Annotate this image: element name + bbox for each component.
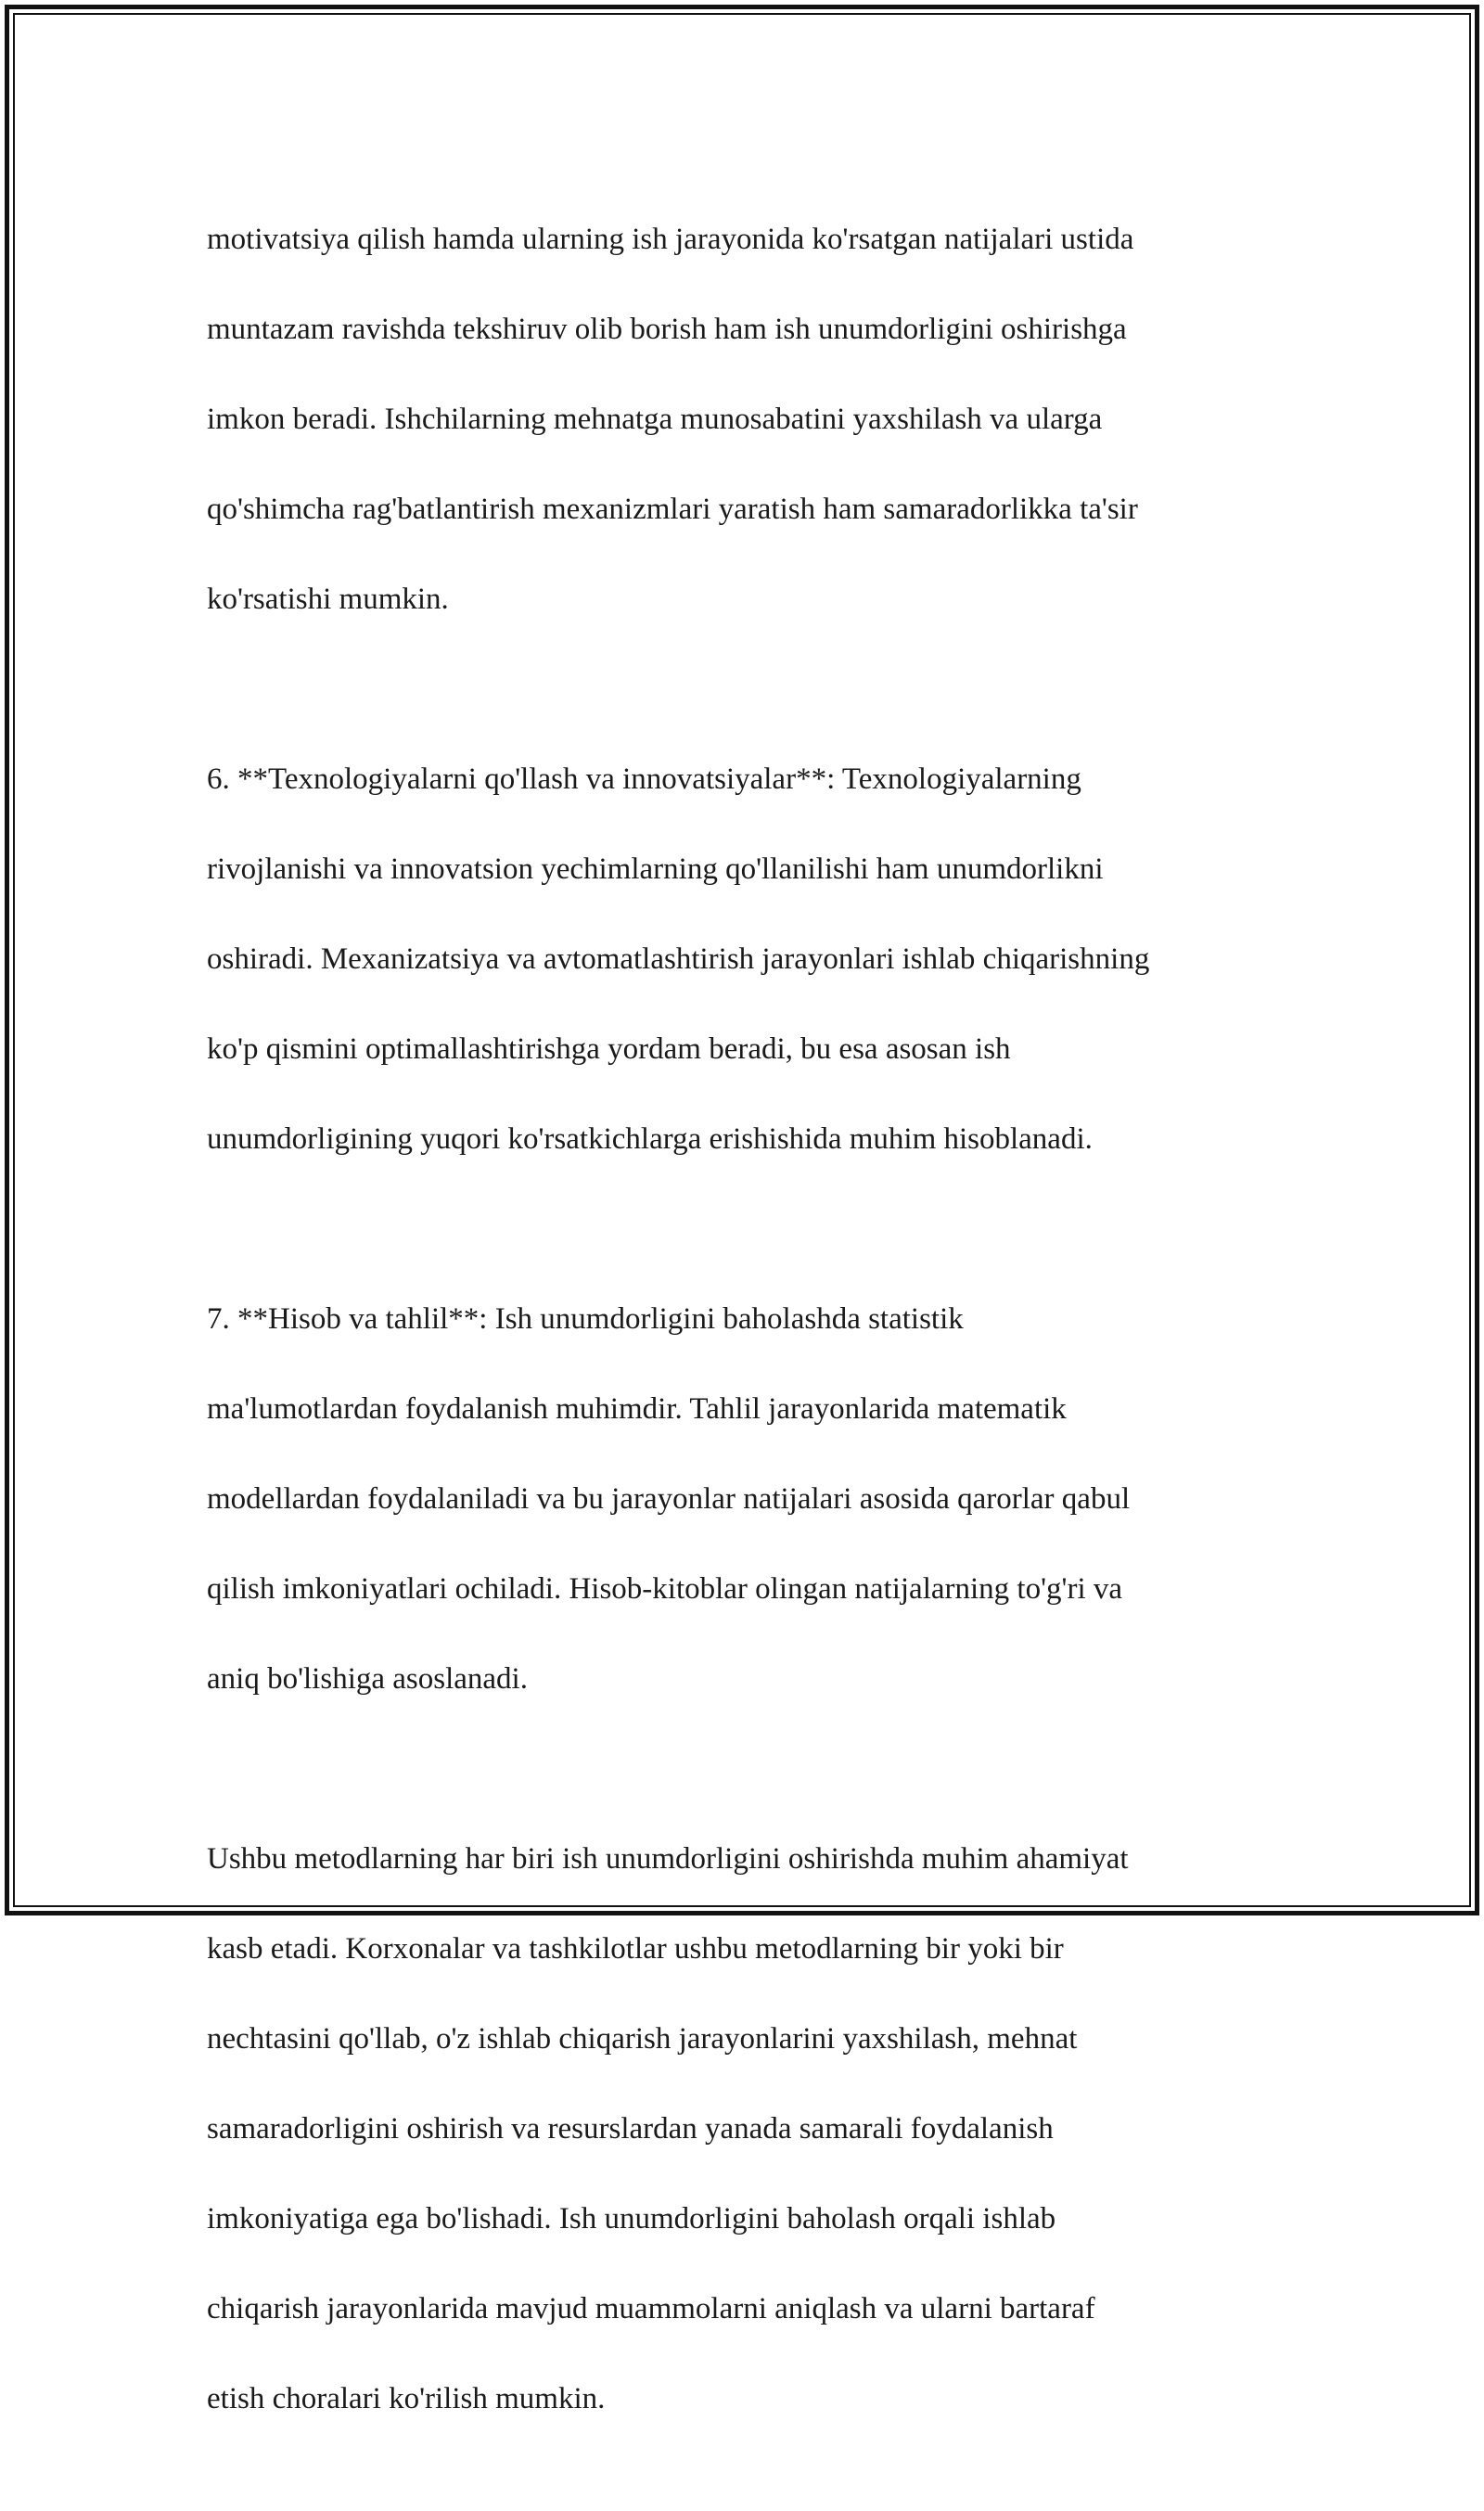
- text-line: qilish imkoniyatlari ochiladi. Hisob-kitoblar olingan natijalarning to'g'ri va: [207, 1571, 1123, 1606]
- text-line: samaradorligini oshirish va resurslardan yanada samarali foydalanish: [207, 2111, 1054, 2146]
- text-line: Ushbu metodlarning har biri ish unumdorligini oshirishda muhim ahamiyat: [207, 1841, 1129, 1876]
- text-line: 7. **Hisob va tahlil**: Ish unumdorligini baholashda statistik: [207, 1301, 964, 1336]
- text-line: unumdorligining yuqori ko'rsatkichlarga erishishida muhim hisoblanadi.: [207, 1121, 1093, 1156]
- text-line: modellardan foydalaniladi va bu jarayonlar natijalari asosida qarorlar qabul: [207, 1481, 1131, 1516]
- text-line: etish choralari ko'rilish mumkin.: [207, 2381, 606, 2415]
- text-line: imkoniyatiga ega bo'lishadi. Ish unumdorligini baholash orqali ishlab: [207, 2201, 1056, 2236]
- text-line: muntazam ravishda tekshiruv olib borish ham ish unumdorligini oshirishga: [207, 312, 1127, 346]
- text-line: ko'p qismini optimallashtirishga yordam beradi, bu esa asosan ish: [207, 1031, 1011, 1066]
- document-body: [207, 172, 1320, 2511]
- text-line: rivojlanishi va innovatsion yechimlarning qo'llanilishi ham unumdorlikni: [207, 852, 1104, 886]
- text-line: aniq bo'lishiga asoslanadi.: [207, 1661, 528, 1696]
- text-line: oshiradi. Mexanizatsiya va avtomatlashtirish jarayonlari ishlab chiqarishning: [207, 942, 1150, 976]
- text-line: motivatsiya qilish hamda ularning ish jarayonida ko'rsatgan natijalari ustida: [207, 222, 1134, 256]
- text-line: kasb etadi. Korxonalar va tashkilotlar ushbu metodlarning bir yoki bir: [207, 1931, 1064, 1966]
- text-line: nechtasini qo'llab, o'z ishlab chiqarish jarayonlarini yaxshilash, mehnat: [207, 2021, 1078, 2056]
- text-line: 6. **Texnologiyalarni qo'llash va innovatsiyalar**: Texnologiyalarning: [207, 762, 1081, 796]
- paragraph-item-6-technology: [207, 711, 1320, 1207]
- text-line: ko'rsatishi mumkin.: [207, 582, 449, 616]
- paragraph-motivation: [207, 172, 1320, 667]
- text-line: chiqarish jarayonlarida mavjud muammolarni aniqlash va ularni bartaraf: [207, 2291, 1095, 2325]
- text-line: qo'shimcha rag'batlantirish mexanizmlari yaratish ham samaradorlikka ta'sir: [207, 492, 1138, 526]
- paragraph-conclusion: [207, 1791, 1320, 2466]
- paragraph-item-7-analysis: [207, 1251, 1320, 1747]
- text-line: imkon beradi. Ishchilarning mehnatga munosabatini yaxshilash va ularga: [207, 402, 1103, 436]
- text-line: ma'lumotlardan foydalanish muhimdir. Tahlil jarayonlarida matematik: [207, 1391, 1067, 1426]
